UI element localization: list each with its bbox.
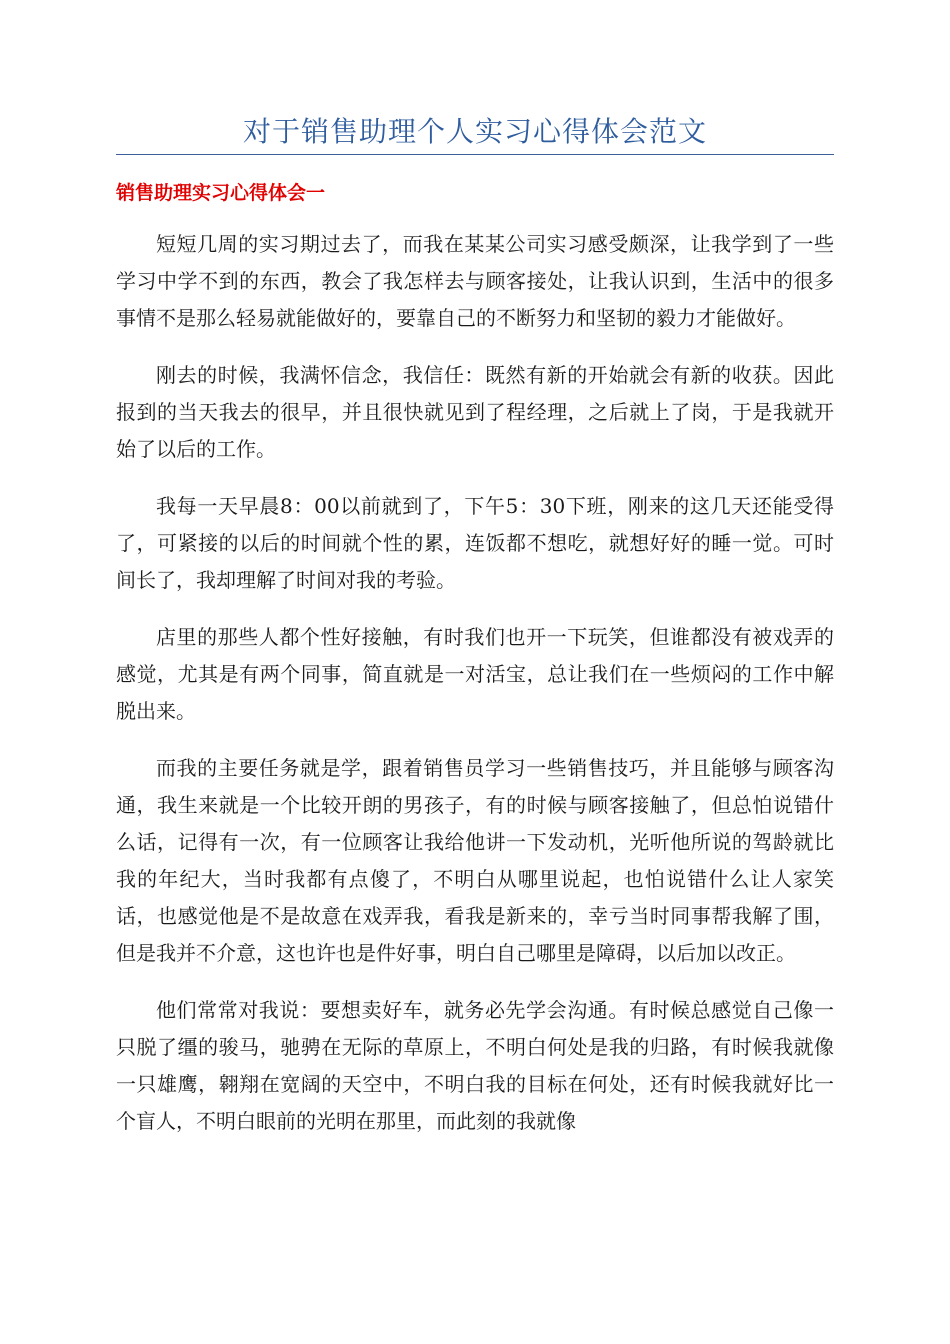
paragraph: 我每一天早晨8：00以前就到了，下午5：30下班，刚来的这几天还能受得了，可紧接的以后的时间就个性的累，连饭都不想吃，就想好好的睡一觉。可时间长了，我却理解了时间对我的考验。 xyxy=(116,494,834,592)
document-body xyxy=(116,226,834,1160)
document-title: 对于销售助理个人实习心得体会范文 xyxy=(242,115,707,148)
paragraph: 而我的主要任务就是学，跟着销售员学习一些销售技巧，并且能够与顾客沟通，我生来就是一个比较开朗的男孩子，有的时候与顾客接触了，但总怕说错什么话，记得有一次，有一位顾客让我给他讲一下发动机，光听他所说的驾龄就比我的年纪大，当时我都有点傻了，不明白从哪里说起，也怕说错什么让人家笑话，也感觉他是不是故意在戏弄我，看我是新来的，幸亏当时同事帮我解了围，但是我并不介意，这也许也是件好事，明白自己哪里是障碍，以后加以改正。 xyxy=(116,756,834,965)
paragraph: 他们常常对我说：要想卖好车，就务必先学会沟通。有时候总感觉自己像一只脱了缰的骏马，驰骋在无际的草原上，不明白何处是我的归路，有时候我就像一只雄鹰，翱翔在宽阔的天空中，不明白我的目标在何处，还有时候我就好比一个盲人，不明白眼前的光明在那里，而此刻的我就像 xyxy=(116,998,834,1133)
paragraph: 店里的那些人都个性好接触，有时我们也开一下玩笑，但谁都没有被戏弄的感觉，尤其是有两个同事，简直就是一对活宝，总让我们在一些烦闷的工作中解脱出来。 xyxy=(116,625,834,723)
paragraph: 刚去的时候，我满怀信念，我信任：既然有新的开始就会有新的收获。因此报到的当天我去的很早，并且很快就见到了程经理，之后就上了岗，于是我就开始了以后的工作。 xyxy=(116,363,834,461)
paragraph: 短短几周的实习期过去了，而我在某某公司实习感受颇深，让我学到了一些学习中学不到的东西，教会了我怎样去与顾客接处，让我认识到，生活中的很多事情不是那么轻易就能做好的，要靠自己的不断努力和坚韧的毅力才能做好。 xyxy=(116,232,834,330)
title-underline xyxy=(116,154,834,155)
section-heading: 销售助理实习心得体会一 xyxy=(116,182,326,204)
